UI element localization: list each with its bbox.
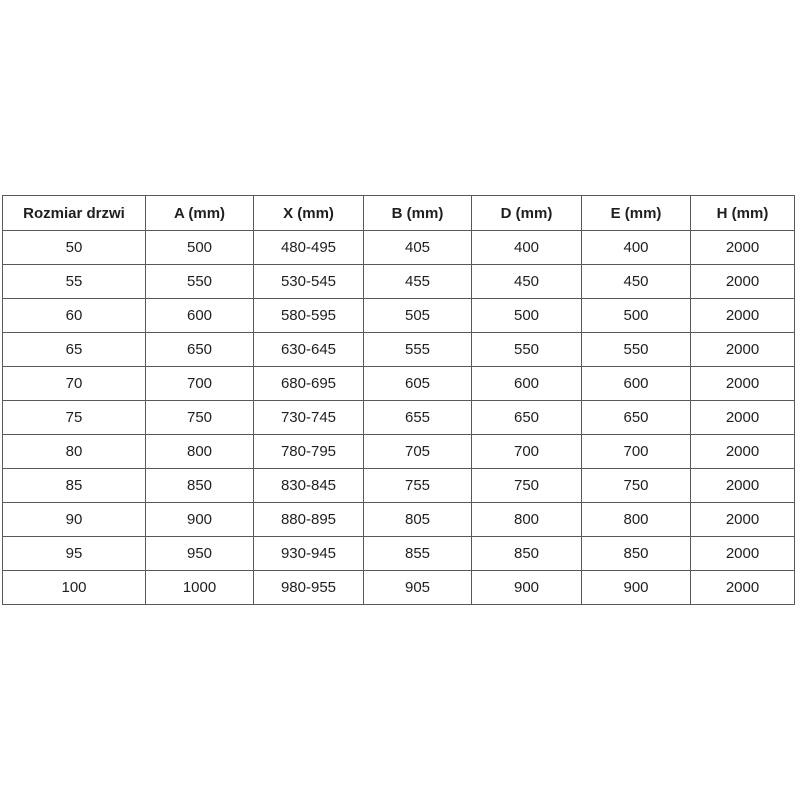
table-cell: 700	[472, 435, 582, 469]
table-cell: 450	[582, 265, 691, 299]
table-cell: 60	[3, 299, 146, 333]
table-cell: 580-595	[254, 299, 364, 333]
table-cell: 780-795	[254, 435, 364, 469]
table-cell: 980-955	[254, 571, 364, 605]
table-cell: 500	[146, 231, 254, 265]
table-row	[3, 401, 795, 435]
table-row	[3, 265, 795, 299]
table-cell: 2000	[691, 469, 795, 503]
table-cell: 600	[582, 367, 691, 401]
table-cell: 600	[146, 299, 254, 333]
table-cell: 80	[3, 435, 146, 469]
table-cell: 95	[3, 537, 146, 571]
table-cell: 680-695	[254, 367, 364, 401]
table-cell: 2000	[691, 401, 795, 435]
table-cell: 705	[364, 435, 472, 469]
table-cell: 850	[472, 537, 582, 571]
table-cell: 900	[582, 571, 691, 605]
table-cell: 455	[364, 265, 472, 299]
table-row	[3, 537, 795, 571]
table-cell: 2000	[691, 367, 795, 401]
table-cell: 2000	[691, 231, 795, 265]
table-cell: 630-645	[254, 333, 364, 367]
table-cell: 2000	[691, 503, 795, 537]
table-cell: 500	[582, 299, 691, 333]
table-cell: 900	[472, 571, 582, 605]
table-cell: 650	[582, 401, 691, 435]
table-cell: 480-495	[254, 231, 364, 265]
table-cell: 65	[3, 333, 146, 367]
table-cell: 750	[582, 469, 691, 503]
table-row	[3, 231, 795, 265]
table-cell: 2000	[691, 571, 795, 605]
table-cell: 750	[472, 469, 582, 503]
table-row	[3, 333, 795, 367]
table-row	[3, 571, 795, 605]
column-header-d-mm: D (mm)	[472, 196, 582, 231]
door-size-table	[2, 195, 795, 605]
table-cell: 55	[3, 265, 146, 299]
table-cell: 800	[146, 435, 254, 469]
table-row	[3, 367, 795, 401]
table-cell: 505	[364, 299, 472, 333]
table-cell: 855	[364, 537, 472, 571]
table-cell: 75	[3, 401, 146, 435]
table-cell: 755	[364, 469, 472, 503]
table-cell: 450	[472, 265, 582, 299]
table-cell: 85	[3, 469, 146, 503]
table-body	[3, 231, 795, 605]
table-cell: 655	[364, 401, 472, 435]
table-cell: 650	[472, 401, 582, 435]
table-cell: 2000	[691, 299, 795, 333]
table-cell: 400	[582, 231, 691, 265]
table-row	[3, 469, 795, 503]
table-cell: 90	[3, 503, 146, 537]
table-cell: 900	[146, 503, 254, 537]
table-cell: 600	[472, 367, 582, 401]
table-cell: 805	[364, 503, 472, 537]
table-cell: 930-945	[254, 537, 364, 571]
table-cell: 400	[472, 231, 582, 265]
table-cell: 700	[146, 367, 254, 401]
column-header-rozmiar-drzwi: Rozmiar drzwi	[3, 196, 146, 231]
header-row	[3, 196, 795, 231]
table-cell: 850	[582, 537, 691, 571]
table-cell: 750	[146, 401, 254, 435]
table-cell: 555	[364, 333, 472, 367]
table-cell: 2000	[691, 265, 795, 299]
table-cell: 530-545	[254, 265, 364, 299]
column-header-a-mm: A (mm)	[146, 196, 254, 231]
table-cell: 905	[364, 571, 472, 605]
table-row	[3, 299, 795, 333]
table-row	[3, 435, 795, 469]
column-header-x-mm: X (mm)	[254, 196, 364, 231]
column-header-e-mm: E (mm)	[582, 196, 691, 231]
table-row	[3, 503, 795, 537]
column-header-h-mm: H (mm)	[691, 196, 795, 231]
table-cell: 880-895	[254, 503, 364, 537]
table-cell: 850	[146, 469, 254, 503]
size-table-container	[2, 195, 794, 605]
table-cell: 730-745	[254, 401, 364, 435]
table-cell: 700	[582, 435, 691, 469]
table-cell: 950	[146, 537, 254, 571]
table-cell: 1000	[146, 571, 254, 605]
table-cell: 2000	[691, 537, 795, 571]
table-cell: 100	[3, 571, 146, 605]
table-cell: 500	[472, 299, 582, 333]
table-cell: 550	[146, 265, 254, 299]
table-cell: 405	[364, 231, 472, 265]
table-cell: 70	[3, 367, 146, 401]
table-cell: 650	[146, 333, 254, 367]
table-cell: 800	[582, 503, 691, 537]
table-cell: 830-845	[254, 469, 364, 503]
table-cell: 50	[3, 231, 146, 265]
table-cell: 550	[472, 333, 582, 367]
table-cell: 2000	[691, 333, 795, 367]
table-cell: 605	[364, 367, 472, 401]
table-cell: 800	[472, 503, 582, 537]
column-header-b-mm: B (mm)	[364, 196, 472, 231]
table-cell: 2000	[691, 435, 795, 469]
table-cell: 550	[582, 333, 691, 367]
table-header	[3, 196, 795, 231]
